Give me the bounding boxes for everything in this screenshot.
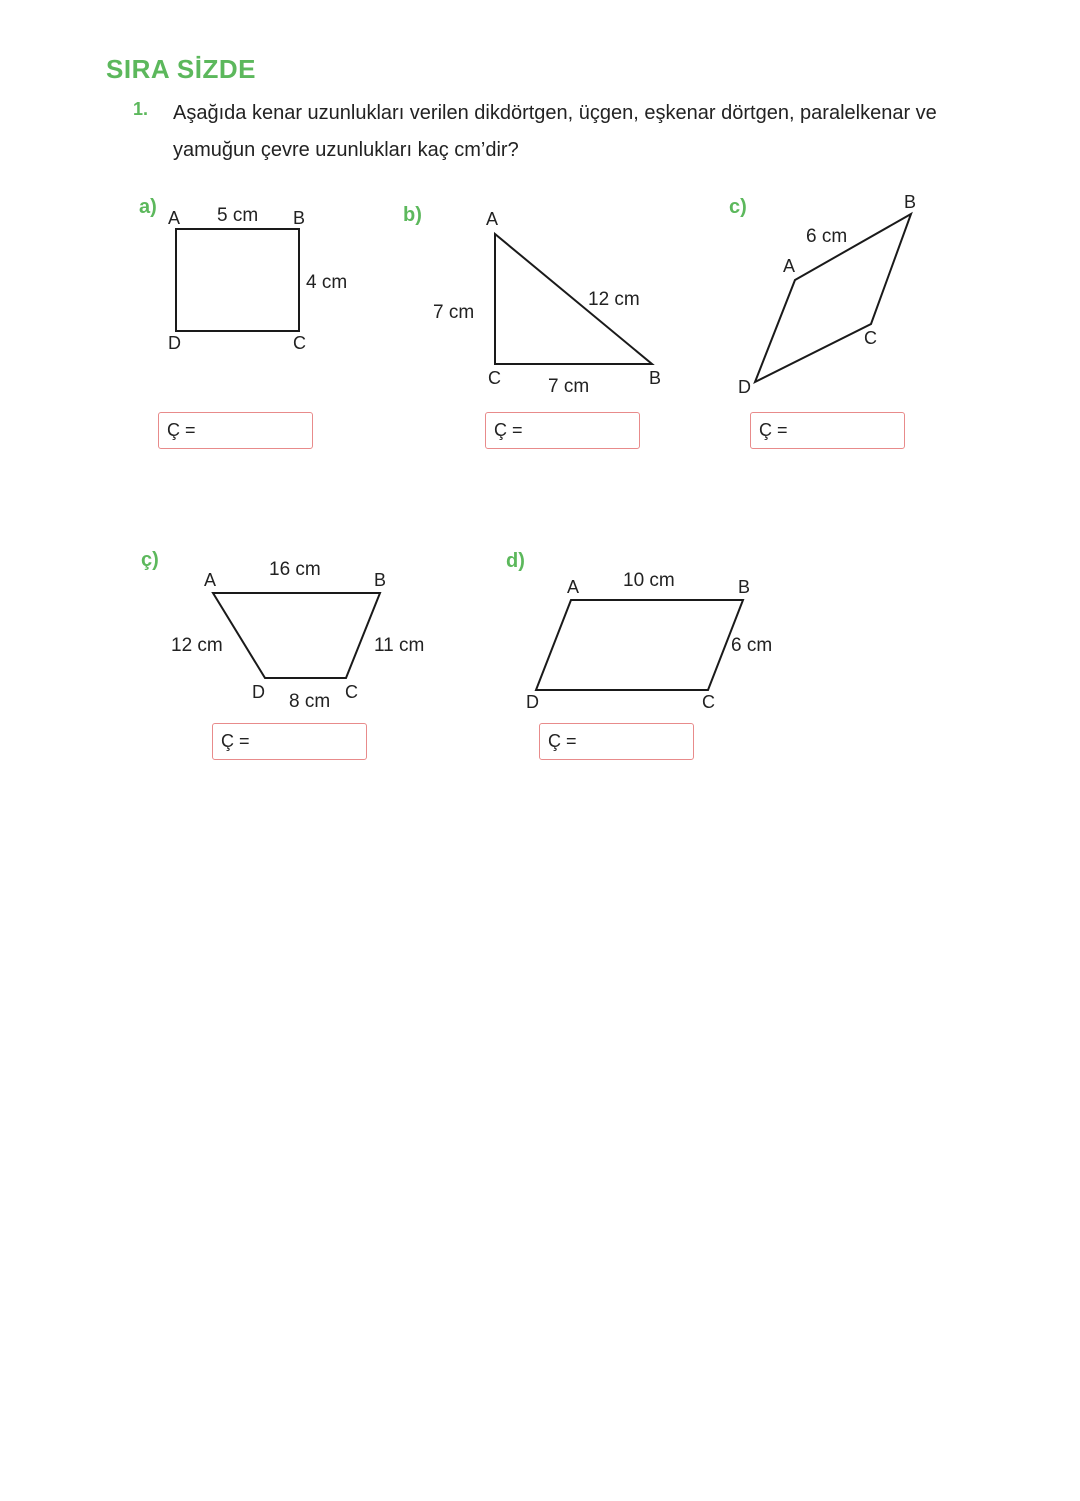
question-line-2: yamuğun çevre uzunlukları kaç cm’dir? — [173, 139, 519, 161]
length-left: 12 cm — [171, 635, 223, 656]
figure-cc — [141, 549, 424, 712]
answer-box-c[interactable] — [750, 412, 905, 449]
figure-d — [506, 550, 772, 712]
question-line-1: Aşağıda kenar uzunlukları verilen dikdörtgen, üçgen, eşkenar dörtgen, paralelkenar ve — [173, 102, 937, 124]
length-bottom: 8 cm — [289, 691, 331, 712]
point-d: D — [252, 682, 265, 702]
length-top: 16 cm — [269, 559, 321, 580]
answer-label: Ç = — [221, 731, 250, 751]
point-c: C — [488, 368, 501, 388]
length-right: 11 cm — [374, 635, 425, 656]
answer-box-b[interactable] — [485, 412, 640, 449]
trapezoid-shape — [213, 593, 380, 678]
part-label-b: b) — [403, 204, 422, 226]
point-b: B — [738, 577, 751, 597]
part-label-cc: ç) — [141, 549, 159, 571]
length-top: 6 cm — [806, 226, 848, 247]
answer-label: Ç = — [494, 420, 523, 440]
answer-box-cc[interactable] — [212, 723, 367, 760]
parallelogram-shape — [536, 600, 743, 690]
answer-box-a[interactable] — [158, 412, 313, 449]
point-c: C — [345, 682, 358, 702]
point-d: D — [168, 333, 181, 353]
point-c: C — [702, 692, 715, 712]
point-c: C — [864, 328, 877, 348]
answer-box-d[interactable] — [539, 723, 694, 760]
part-label-c: c) — [729, 196, 747, 218]
figure-b — [403, 204, 661, 397]
answer-label: Ç = — [167, 420, 196, 440]
length-left: 7 cm — [433, 302, 475, 323]
answer-label: Ç = — [548, 731, 577, 751]
point-d: D — [526, 692, 539, 712]
point-b: B — [374, 570, 387, 590]
point-a: A — [486, 209, 499, 229]
point-c: C — [293, 333, 306, 353]
question-number: 1. — [133, 99, 149, 119]
length-right: 4 cm — [306, 272, 348, 293]
section-heading: SIRA SİZDE — [106, 54, 256, 84]
length-hypotenuse: 12 cm — [588, 289, 640, 310]
point-b: B — [293, 208, 306, 228]
length-top: 5 cm — [217, 205, 259, 226]
point-a: A — [567, 577, 580, 597]
length-top: 10 cm — [623, 570, 675, 591]
point-a: A — [168, 208, 181, 228]
point-b: B — [649, 368, 662, 388]
figure-c — [729, 192, 916, 397]
point-a: A — [783, 256, 796, 276]
length-bottom: 7 cm — [548, 376, 590, 397]
part-label-d: d) — [506, 550, 525, 572]
figure-a — [139, 196, 347, 353]
answer-label: Ç = — [759, 420, 788, 440]
rectangle-shape — [176, 229, 299, 331]
point-d: D — [738, 377, 751, 397]
length-right: 6 cm — [731, 635, 773, 656]
point-b: B — [904, 192, 917, 212]
point-a: A — [204, 570, 217, 590]
part-label-a: a) — [139, 196, 157, 218]
